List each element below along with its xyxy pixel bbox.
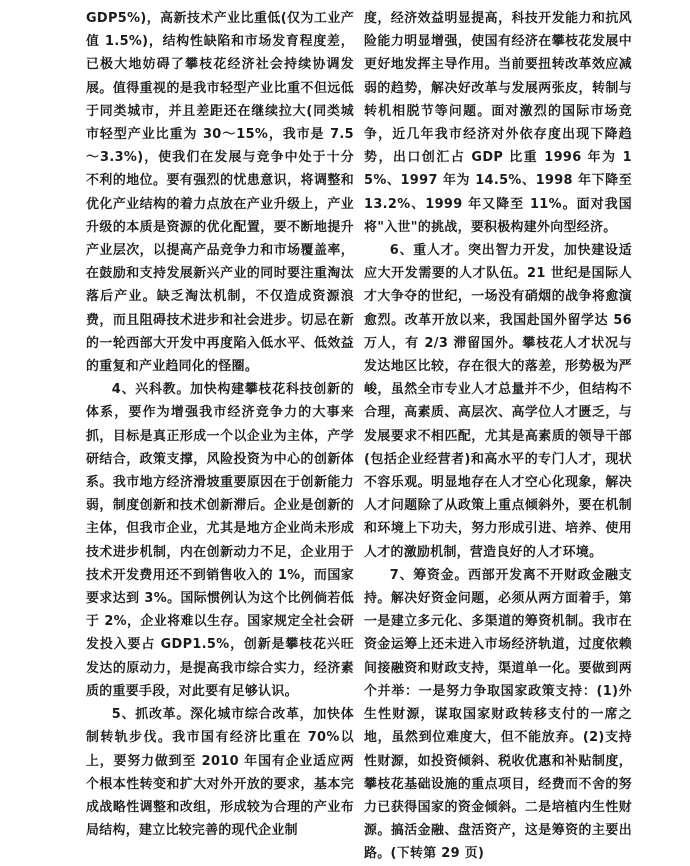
- left-column: [86, 7, 354, 842]
- paragraph-funding: 7、筹资金。西部开发离不开财政金融支持。解决好资金问题，必须从两方面着手，第一是建立多元化、多渠道的筹资机制。我市在资金运筹上还未进入市场经济轨道，过度依赖间接融资和财政支持，渠道单一化。要做到两个并举：一是努力争取国家政策支持：(1)外生性财源，谋取国家财政转移支付的一席之地，虽然到位难度大，但不能放弃。(2)支持性财源，如投资倾斜、税收优惠和补贴制度，攀枝花基础设施的重点项目，经费而不舍的努力已获得国家的资金倾斜。二是培植内生性财源。搞活金融、盘活资产，这是筹资的主要出路。(下转第 29 页): [364, 567, 632, 862]
- right-column: [364, 7, 632, 866]
- paragraph-reform: 5、抓改革。深化城市综合改革，加快体制转轨步伐。我市国有经济比重在 70%以上，要努力做到至 2010 年国有企业适应两个根本性转变和扩大对外开放的要求，基本完成战略性调整和改组，形成较为合理的产业布局结构，建立比较完善的现代企业制: [86, 707, 354, 839]
- paragraph-science-education: 4、兴科教。加快构建攀枝花科技创新的体系，要作为增强我市经济竞争力的大事来抓，目标是真正形成一个以企业为主体，产学研结合，政策支撑，风险投资为中心的创新体系。我市地方经济滑坡重要原因在于创新能力弱，制度创新和技术创新滞后。企业是创新的主体，但我市企业，尤其是地方企业尚未形成技术进步机制，内在创新动力不足，企业用于技术开发费用还不到销售收入的 1%，而国家要求达到 3%。国际惯例认为这个比例倘若低于 2%，企业将难以生存。国家规定全社会研发投入要占 GDP1.5%，创新是攀枝花兴旺发达的原动力，是提高我市综合实力，经济素质的重要手段，对此要有足够认识。: [86, 382, 354, 699]
- paragraph-reform-continued: 度，经济效益明显提高，科技开发能力和抗风险能力明显增强，使国有经济在攀枝花发展中更好地发挥主导作用。当前要扭转改革效应减弱的趋势，解决好改革与发展两张皮，转制与转机相脱节等问题。面对激烈的国际市场竞争，近几年我市经济对外依存度出现下降趋势，出口创汇占 GDP 比重 1996 年为 15%、1997 年为 14.5%、1998 年下降至 13.2%、1999 年又降至 11%。面对我国将"入世"的挑战，要积极构建外向型经济。: [364, 11, 632, 235]
- paragraph-industry-structure: GDP5%)，高新技术产业比重低(仅为工业产值 1.5%)，结构性缺陷和市场发育程度差，已极大地妨碍了攀枝花经济社会持续协调发展。值得重视的是我市轻型产业比重不但远低于同类城市，并且差距还在继续拉大(同类城市轻型产业比重为 30～15%，我市是 7.5～3.3%)，使我们在发展与竞争中处于十分不利的地位。要有强烈的忧患意识，将调整和优化产业结构的着力点放在产业升级上，产业升级的本质是资源的优化配置，要不断地提升产业层次，以提高产品竞争力和市场覆盖率，在鼓励和支持发展新兴产业的同时要注重淘汰落后产业。缺乏淘汰机制，不仅造成资源浪费，而且阻碍技术进步和社会进步。切忌在新的一轮西部大开发中再度陷入低水平、低效益的重复和产业趋同化的怪圈。: [86, 11, 354, 375]
- paragraph-talent: 6、重人才。突出智力开发，加快建设适应大开发需要的人才队伍。21 世纪是国际人才大争夺的世纪，一场没有硝烟的战争将愈演愈烈。改革开放以来，我国赴国外留学达 56 万人，有 2/3 滞留国外。攀枝花人才状况与发达地区比较，存在很大的落差，形势极为严峻，虽然全市专业人才总量并不少，但结构不合理，高素质、高层次、高学位人才匮乏，与发展要求不相匹配，尤其是高素质的领导干部(包括企业经营者)和高水平的专门人才，现状不容乐观。明显地存在人才空心化现象，解决人才问题除了从政策上重点倾斜外，要在机制和环境上下功夫，努力形成引进、培养、使用人才的激励机制，营造良好的人才环境。: [364, 243, 632, 560]
